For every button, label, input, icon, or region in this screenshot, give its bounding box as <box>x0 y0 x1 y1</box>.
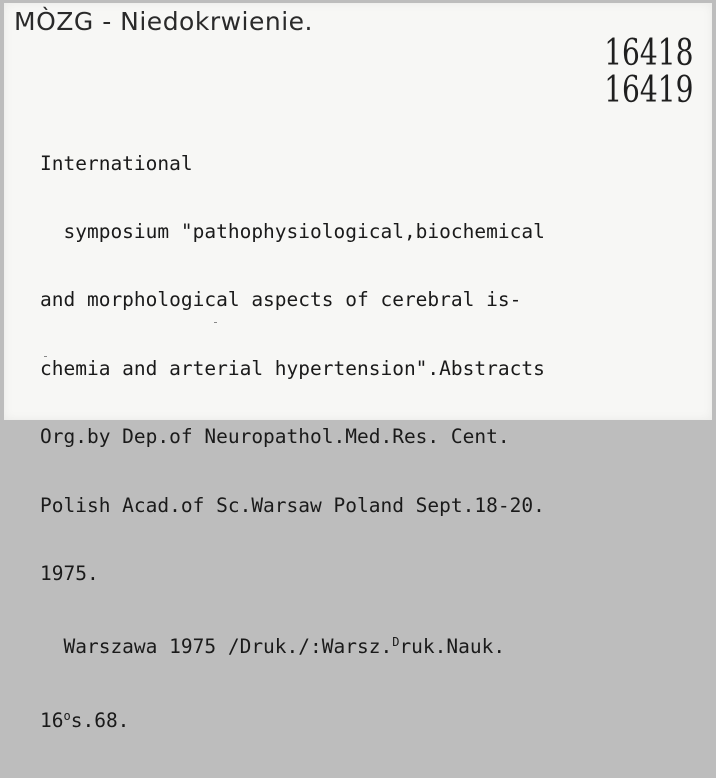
text-line: Polish Acad.of Sc.Warsaw Poland Sept.18-20. <box>40 493 545 517</box>
text-line: and morphological aspects of cerebral is- <box>40 288 522 312</box>
imprint-line <box>40 631 545 659</box>
speck-mark <box>214 322 217 323</box>
call-numbers <box>605 35 694 109</box>
collation-line <box>40 705 545 733</box>
description-text <box>40 107 545 778</box>
text-line: International <box>40 151 193 175</box>
imprint-text: Warszawa 1975 /Druk./:Warsz. <box>40 635 393 659</box>
collation-text: 16 <box>40 708 64 732</box>
imprint-superscript: D <box>392 635 400 650</box>
collation-superscript: o <box>63 708 71 723</box>
text-line: symposium "pathophysiological,biochemical <box>40 219 545 243</box>
call-number: 16419 <box>604 70 694 111</box>
text-line: Org.by Dep.of Neuropathol.Med.Res. Cent. <box>40 425 510 449</box>
speck-mark <box>44 356 47 357</box>
text-line: 1975. <box>40 561 99 585</box>
call-number: 16418 <box>604 33 694 74</box>
subject-heading: MÒZG - Niedokrwienie. <box>14 7 314 36</box>
imprint-text-end: ruk.Nauk. <box>399 635 506 659</box>
collation-text-end: s.68. <box>70 708 130 732</box>
text-line: chemia and arterial hypertension".Abstracts <box>40 356 545 380</box>
catalog-card <box>4 3 712 732</box>
